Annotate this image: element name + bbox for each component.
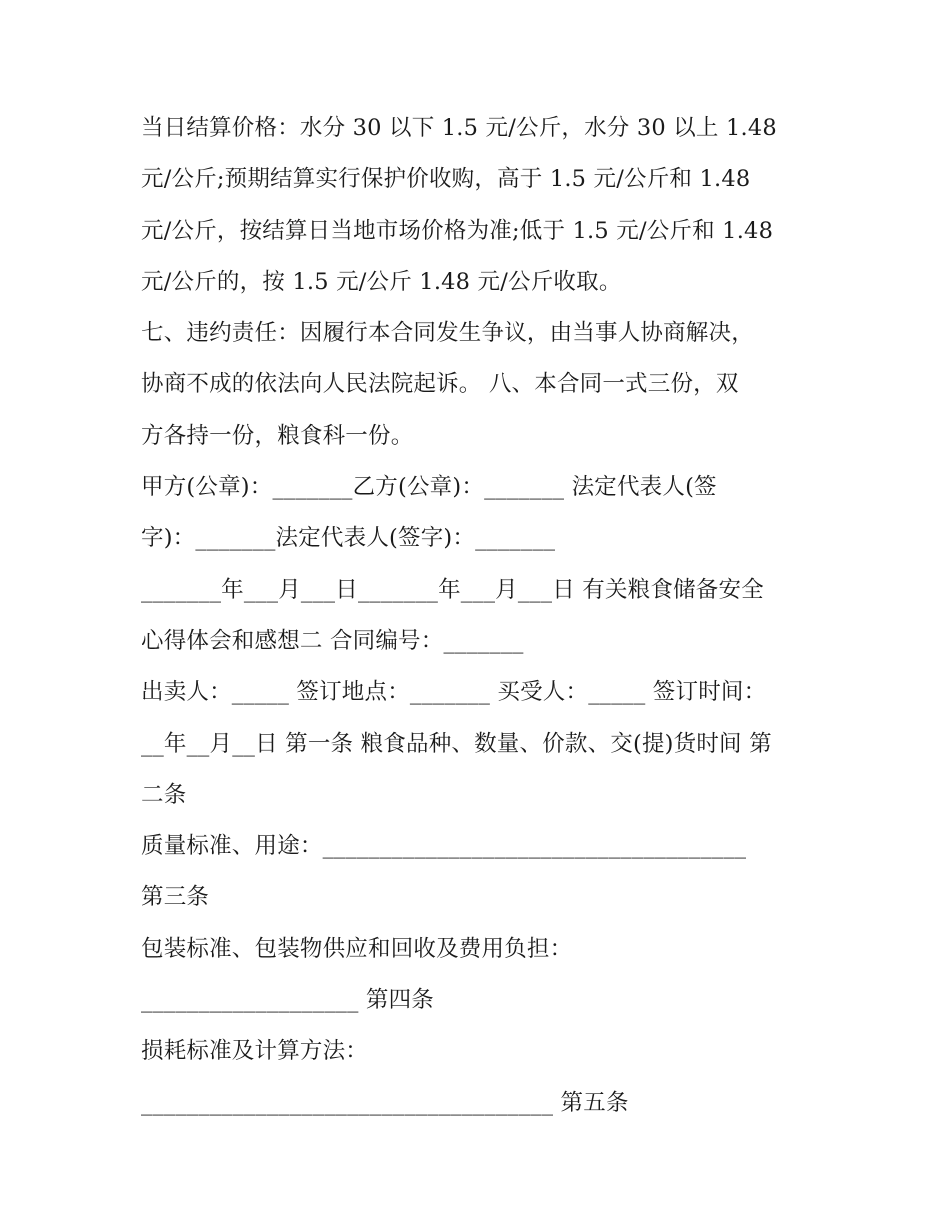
text-line: 方各持一份，粮食科一份。 bbox=[141, 422, 414, 449]
text-line: 字)：_______法定代表人(签字)：_______ bbox=[141, 525, 556, 552]
text-line: 包装标准、包装物供应和回收及费用负担： bbox=[141, 935, 573, 962]
text-line: 二条 bbox=[141, 781, 187, 808]
text-line: ___________________ 第四条 bbox=[141, 987, 435, 1014]
text-line: 当日结算价格：水分 30 以下 1.5 元/公斤，水分 30 以上 1.48 bbox=[141, 115, 777, 141]
text-line: 元/公斤，按结算日当地市场价格为准;低于 1.5 元/公斤和 1.48 bbox=[141, 217, 774, 244]
text-line: 七、违约责任：因履行本合同发生争议，由当事人协商解决， bbox=[141, 320, 754, 347]
document-body bbox=[141, 103, 821, 1129]
text-line: __年__月__日 第一条 粮食品种、数量、价款、交(提)货时间 第 bbox=[141, 730, 772, 757]
text-line: 损耗标准及计算方法： bbox=[141, 1038, 369, 1065]
text-line: 心得体会和感想二 合同编号：_______ bbox=[141, 627, 524, 654]
text-line: 出卖人：_____ 签订地点：_______ 买受人：_____ 签订时间： bbox=[141, 679, 767, 706]
text-line: _______年___月___日_______年___月___日 有关粮食储备安全 bbox=[141, 576, 764, 603]
text-line: 元/公斤;预期结算实行保护价收购，高于 1.5 元/公斤和 1.48 bbox=[141, 166, 751, 193]
text-line: 第三条 bbox=[141, 884, 210, 911]
text-line: 元/公斤的，按 1.5 元/公斤 1.48 元/公斤收取。 bbox=[141, 268, 622, 295]
text-line: 协商不成的依法向人民法院起诉。 八、本合同一式三份，双 bbox=[141, 371, 739, 398]
text-line: 质量标准、用途：_____________________________________ bbox=[141, 833, 747, 860]
text-line: ____________________________________ 第五条 bbox=[141, 1089, 629, 1116]
text-line: 甲方(公章)：_______乙方(公章)：_______ 法定代表人(签 bbox=[141, 474, 717, 501]
